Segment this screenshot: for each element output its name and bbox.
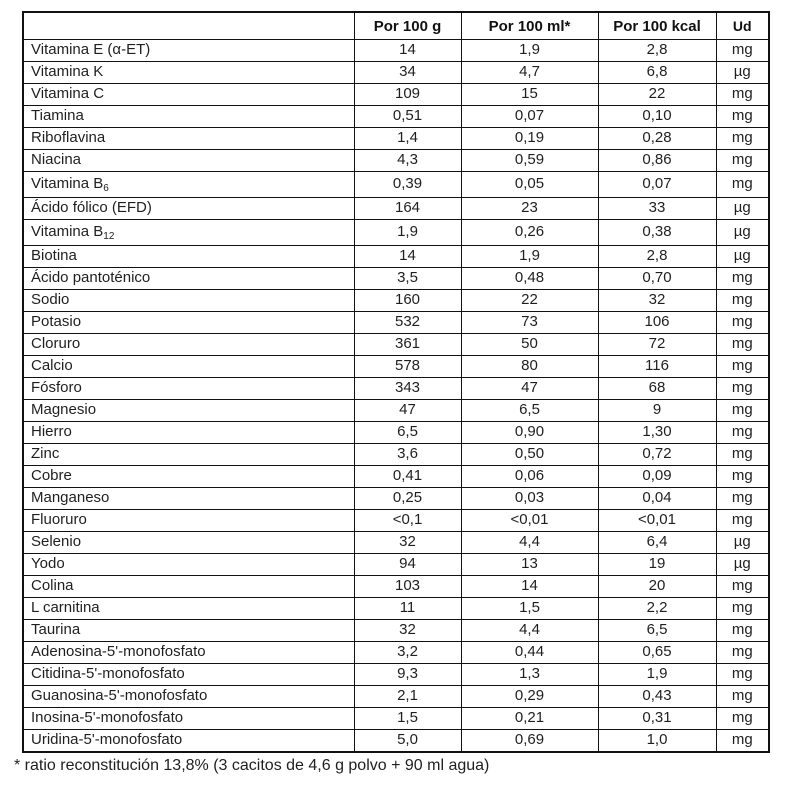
nutrient-label-cell — [23, 488, 354, 510]
value-per-100ml-cell: 0,50 — [461, 444, 598, 466]
nutrient-name: Tiamina — [31, 107, 84, 125]
value-per-100ml-cell: 15 — [461, 84, 598, 106]
table-row — [23, 598, 769, 620]
nutrient-label-cell — [23, 620, 354, 642]
value-per-100ml-cell: 0,69 — [461, 730, 598, 753]
unit-cell: mg — [716, 510, 769, 532]
unit-cell: mg — [716, 664, 769, 686]
table-row — [23, 246, 769, 268]
table-row — [23, 686, 769, 708]
value-per-100ml-cell: 1,9 — [461, 246, 598, 268]
value-per-100g-cell: 343 — [354, 378, 461, 400]
nutrient-name: Adenosina-5'-monofosfato — [31, 643, 206, 661]
table-row — [23, 422, 769, 444]
nutrient-name: Ácido pantoténico — [31, 269, 151, 287]
table-row — [23, 356, 769, 378]
nutrient-label-cell — [23, 708, 354, 730]
table-row — [23, 466, 769, 488]
table-row — [23, 106, 769, 128]
value-per-100ml-cell: <0,01 — [461, 510, 598, 532]
nutrient-name: Vitamina K — [31, 63, 104, 81]
value-per-100g-cell: 578 — [354, 356, 461, 378]
nutrient-name: L carnitina — [31, 599, 100, 617]
value-per-100ml-cell: 50 — [461, 334, 598, 356]
unit-cell: mg — [716, 334, 769, 356]
value-per-100g-cell: 11 — [354, 598, 461, 620]
value-per-100g-cell: 94 — [354, 554, 461, 576]
value-per-100ml-cell: 13 — [461, 554, 598, 576]
nutrient-label-cell — [23, 576, 354, 598]
value-per-100g-cell: 34 — [354, 62, 461, 84]
nutrient-label-cell — [23, 334, 354, 356]
unit-cell: µg — [716, 532, 769, 554]
value-per-100ml-cell: 0,07 — [461, 106, 598, 128]
unit-cell: µg — [716, 62, 769, 84]
unit-cell: mg — [716, 620, 769, 642]
value-per-100kcal-cell: 19 — [598, 554, 716, 576]
unit-cell: µg — [716, 220, 769, 246]
unit-cell: mg — [716, 84, 769, 106]
header-per-100g: Por 100 g — [354, 12, 461, 40]
table-row — [23, 532, 769, 554]
unit-cell: mg — [716, 708, 769, 730]
unit-cell: mg — [716, 106, 769, 128]
nutrient-name: Fósforo — [31, 379, 82, 397]
unit-cell: mg — [716, 356, 769, 378]
value-per-100kcal-cell: 22 — [598, 84, 716, 106]
table-row — [23, 268, 769, 290]
unit-cell: mg — [716, 172, 769, 198]
nutrient-label-cell — [23, 198, 354, 220]
nutrient-name: Vitamina B — [31, 174, 104, 192]
value-per-100ml-cell: 47 — [461, 378, 598, 400]
table-row — [23, 488, 769, 510]
nutrient-label-cell — [23, 400, 354, 422]
unit-cell: mg — [716, 378, 769, 400]
nutrient-name: Citidina-5'-monofosfato — [31, 665, 185, 683]
table-row — [23, 220, 769, 246]
value-per-100g-cell: 1,4 — [354, 128, 461, 150]
value-per-100g-cell: 9,3 — [354, 664, 461, 686]
nutrient-label-cell — [23, 106, 354, 128]
value-per-100g-cell: 0,51 — [354, 106, 461, 128]
nutrient-name: Cobre — [31, 467, 72, 485]
value-per-100g-cell: 109 — [354, 84, 461, 106]
value-per-100g-cell: 3,6 — [354, 444, 461, 466]
nutrient-name: Manganeso — [31, 489, 110, 507]
value-per-100kcal-cell: <0,01 — [598, 510, 716, 532]
nutrient-label-cell — [23, 220, 354, 246]
nutrient-label-cell — [23, 422, 354, 444]
nutrient-label-cell — [23, 312, 354, 334]
nutrient-label-cell — [23, 84, 354, 106]
unit-cell: mg — [716, 466, 769, 488]
value-per-100ml-cell: 80 — [461, 356, 598, 378]
unit-cell: mg — [716, 268, 769, 290]
header-unit: Ud — [716, 12, 769, 40]
nutrient-name: Niacina — [31, 151, 82, 169]
value-per-100g-cell: 2,1 — [354, 686, 461, 708]
value-per-100kcal-cell: 2,8 — [598, 246, 716, 268]
table-row — [23, 40, 769, 62]
nutrient-label-cell — [23, 686, 354, 708]
value-per-100ml-cell: 6,5 — [461, 400, 598, 422]
unit-cell: mg — [716, 642, 769, 664]
unit-cell: mg — [716, 290, 769, 312]
nutrient-label-cell — [23, 246, 354, 268]
value-per-100g-cell: 532 — [354, 312, 461, 334]
nutrition-table — [22, 11, 770, 753]
header-empty-cell — [23, 12, 354, 40]
unit-cell: mg — [716, 422, 769, 444]
unit-cell: mg — [716, 444, 769, 466]
nutrient-name: Sodio — [31, 291, 70, 309]
value-per-100g-cell: 14 — [354, 246, 461, 268]
header-per-100kcal: Por 100 kcal — [598, 12, 716, 40]
nutrient-name: Vitamina B — [31, 222, 104, 240]
value-per-100g-cell: <0,1 — [354, 510, 461, 532]
value-per-100kcal-cell: 2,8 — [598, 40, 716, 62]
value-per-100ml-cell: 0,06 — [461, 466, 598, 488]
value-per-100ml-cell: 0,05 — [461, 172, 598, 198]
nutrient-name: Cloruro — [31, 335, 81, 353]
unit-cell: mg — [716, 576, 769, 598]
value-per-100ml-cell: 1,5 — [461, 598, 598, 620]
value-per-100g-cell: 0,39 — [354, 172, 461, 198]
value-per-100kcal-cell: 0,86 — [598, 150, 716, 172]
nutrient-name: Riboflavina — [31, 129, 106, 147]
nutrient-label-cell — [23, 730, 354, 753]
unit-cell: µg — [716, 198, 769, 220]
unit-cell: mg — [716, 598, 769, 620]
table-row — [23, 664, 769, 686]
value-per-100ml-cell: 0,26 — [461, 220, 598, 246]
value-per-100ml-cell: 1,9 — [461, 40, 598, 62]
nutrient-label-cell — [23, 128, 354, 150]
table-row — [23, 290, 769, 312]
value-per-100ml-cell: 14 — [461, 576, 598, 598]
header-per-100ml: Por 100 ml* — [461, 12, 598, 40]
value-per-100kcal-cell: 32 — [598, 290, 716, 312]
value-per-100g-cell: 3,5 — [354, 268, 461, 290]
table-row — [23, 150, 769, 172]
unit-cell: mg — [716, 128, 769, 150]
nutrient-name: Selenio — [31, 533, 82, 551]
table-row — [23, 642, 769, 664]
value-per-100kcal-cell: 20 — [598, 576, 716, 598]
nutrient-name: Taurina — [31, 621, 81, 639]
nutrient-name: Fluoruro — [31, 511, 87, 529]
value-per-100ml-cell: 22 — [461, 290, 598, 312]
unit-cell: mg — [716, 686, 769, 708]
nutrient-label-cell — [23, 532, 354, 554]
nutrient-label-cell — [23, 510, 354, 532]
value-per-100g-cell: 6,5 — [354, 422, 461, 444]
table-row — [23, 620, 769, 642]
value-per-100ml-cell: 0,19 — [461, 128, 598, 150]
value-per-100g-cell: 32 — [354, 620, 461, 642]
value-per-100kcal-cell: 68 — [598, 378, 716, 400]
value-per-100kcal-cell: 1,0 — [598, 730, 716, 753]
nutrient-name: Biotina — [31, 247, 77, 265]
value-per-100ml-cell: 4,4 — [461, 620, 598, 642]
value-per-100kcal-cell: 106 — [598, 312, 716, 334]
value-per-100ml-cell: 4,7 — [461, 62, 598, 84]
unit-cell: mg — [716, 312, 769, 334]
value-per-100kcal-cell: 0,28 — [598, 128, 716, 150]
value-per-100g-cell: 1,9 — [354, 220, 461, 246]
unit-cell: mg — [716, 40, 769, 62]
nutrient-name-subscript: 6 — [103, 182, 109, 194]
table-row — [23, 198, 769, 220]
value-per-100g-cell: 160 — [354, 290, 461, 312]
nutrient-name: Magnesio — [31, 401, 97, 419]
value-per-100ml-cell: 0,44 — [461, 642, 598, 664]
value-per-100kcal-cell: 72 — [598, 334, 716, 356]
unit-cell: mg — [716, 488, 769, 510]
header-row — [23, 12, 769, 40]
value-per-100kcal-cell: 0,10 — [598, 106, 716, 128]
nutrient-label-cell — [23, 554, 354, 576]
value-per-100ml-cell: 0,29 — [461, 686, 598, 708]
reconstitution-footnote: * ratio reconstitución 13,8% (3 cacitos de 4,6 g polvo + 90 ml agua) — [14, 757, 490, 774]
nutrient-name: Guanosina-5'-monofosfato — [31, 687, 208, 705]
nutrient-name: Vitamina C — [31, 85, 105, 103]
value-per-100kcal-cell: 1,9 — [598, 664, 716, 686]
table-row — [23, 554, 769, 576]
value-per-100ml-cell: 4,4 — [461, 532, 598, 554]
nutrient-label-cell — [23, 268, 354, 290]
value-per-100g-cell: 4,3 — [354, 150, 461, 172]
value-per-100g-cell: 5,0 — [354, 730, 461, 753]
nutrient-label-cell — [23, 598, 354, 620]
nutrient-label-cell — [23, 150, 354, 172]
unit-cell: µg — [716, 554, 769, 576]
value-per-100g-cell: 3,2 — [354, 642, 461, 664]
nutrient-name-subscript: 12 — [103, 230, 115, 242]
value-per-100ml-cell: 23 — [461, 198, 598, 220]
value-per-100g-cell: 0,25 — [354, 488, 461, 510]
nutrient-label-cell — [23, 444, 354, 466]
nutrient-label-cell — [23, 356, 354, 378]
nutrient-label-cell — [23, 62, 354, 84]
nutrient-name: Potasio — [31, 313, 82, 331]
value-per-100ml-cell: 0,59 — [461, 150, 598, 172]
value-per-100ml-cell: 0,03 — [461, 488, 598, 510]
nutrient-name: Uridina-5'-monofosfato — [31, 731, 183, 749]
value-per-100kcal-cell: 6,4 — [598, 532, 716, 554]
value-per-100kcal-cell: 116 — [598, 356, 716, 378]
value-per-100ml-cell: 0,90 — [461, 422, 598, 444]
nutrient-name: Hierro — [31, 423, 72, 441]
value-per-100g-cell: 14 — [354, 40, 461, 62]
nutrient-label-cell — [23, 290, 354, 312]
value-per-100ml-cell: 0,21 — [461, 708, 598, 730]
table-row — [23, 708, 769, 730]
value-per-100kcal-cell: 1,30 — [598, 422, 716, 444]
unit-cell: mg — [716, 150, 769, 172]
value-per-100kcal-cell: 0,07 — [598, 172, 716, 198]
value-per-100kcal-cell: 6,5 — [598, 620, 716, 642]
value-per-100kcal-cell: 0,43 — [598, 686, 716, 708]
nutrient-name: Inosina-5'-monofosfato — [31, 709, 184, 727]
table-row — [23, 334, 769, 356]
value-per-100ml-cell: 1,3 — [461, 664, 598, 686]
value-per-100kcal-cell: 2,2 — [598, 598, 716, 620]
value-per-100g-cell: 32 — [354, 532, 461, 554]
value-per-100kcal-cell: 0,09 — [598, 466, 716, 488]
nutrient-name: Colina — [31, 577, 74, 595]
value-per-100kcal-cell: 33 — [598, 198, 716, 220]
nutrient-label-cell — [23, 378, 354, 400]
value-per-100g-cell: 0,41 — [354, 466, 461, 488]
value-per-100kcal-cell: 0,31 — [598, 708, 716, 730]
value-per-100kcal-cell: 6,8 — [598, 62, 716, 84]
nutrient-label-cell — [23, 642, 354, 664]
table-row — [23, 378, 769, 400]
table-row — [23, 128, 769, 150]
table-row — [23, 312, 769, 334]
table-row — [23, 62, 769, 84]
nutrient-label-cell — [23, 40, 354, 62]
unit-cell: µg — [716, 246, 769, 268]
table-row — [23, 84, 769, 106]
nutrient-name: Yodo — [31, 555, 65, 573]
value-per-100g-cell: 47 — [354, 400, 461, 422]
nutrient-name: Ácido fólico (EFD) — [31, 199, 152, 217]
nutrient-label-cell — [23, 172, 354, 198]
table-row — [23, 400, 769, 422]
value-per-100kcal-cell: 9 — [598, 400, 716, 422]
nutrient-label-cell — [23, 466, 354, 488]
table-row — [23, 172, 769, 198]
table-row — [23, 730, 769, 753]
value-per-100kcal-cell: 0,70 — [598, 268, 716, 290]
table-row — [23, 444, 769, 466]
value-per-100g-cell: 164 — [354, 198, 461, 220]
value-per-100kcal-cell: 0,38 — [598, 220, 716, 246]
value-per-100kcal-cell: 0,04 — [598, 488, 716, 510]
nutrient-name: Calcio — [31, 357, 73, 375]
table-row — [23, 576, 769, 598]
table-row — [23, 510, 769, 532]
nutrient-name: Vitamina E (α-ET) — [31, 41, 151, 59]
value-per-100ml-cell: 73 — [461, 312, 598, 334]
unit-cell: mg — [716, 400, 769, 422]
value-per-100g-cell: 361 — [354, 334, 461, 356]
nutrient-name: Zinc — [31, 445, 60, 463]
value-per-100kcal-cell: 0,72 — [598, 444, 716, 466]
value-per-100kcal-cell: 0,65 — [598, 642, 716, 664]
value-per-100ml-cell: 0,48 — [461, 268, 598, 290]
nutrient-label-cell — [23, 664, 354, 686]
unit-cell: mg — [716, 730, 769, 753]
value-per-100g-cell: 103 — [354, 576, 461, 598]
value-per-100g-cell: 1,5 — [354, 708, 461, 730]
